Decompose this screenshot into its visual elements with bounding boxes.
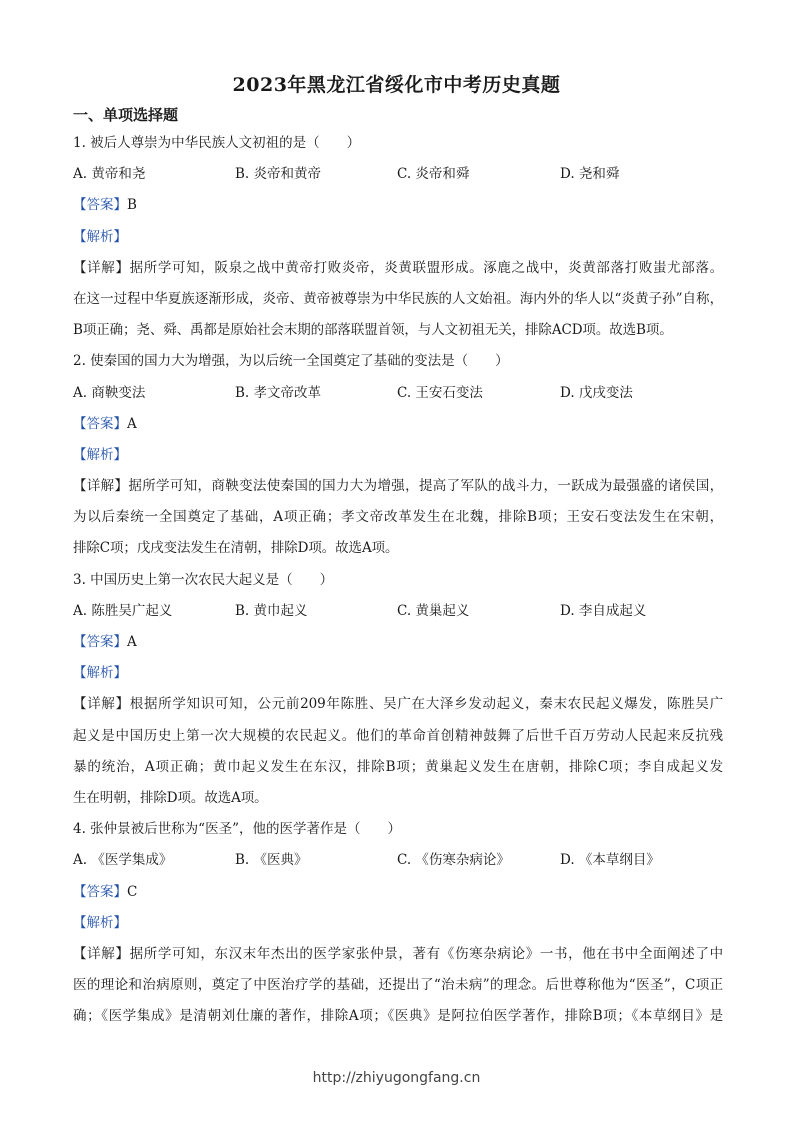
answer-label: 【答案】 bbox=[73, 634, 127, 650]
option-b: B. 《医典》 bbox=[235, 852, 308, 869]
option-c: C. 黄巢起义 bbox=[397, 602, 470, 619]
detail-line: 暴的统治，A项正确；黄巾起义发生在东汉，排除B项；黄巢起义发生在唐朝，排除C项；李自成起义发 bbox=[73, 758, 723, 775]
option-c: C. 王安石变法 bbox=[397, 384, 483, 401]
option-c: C. 炎帝和舜 bbox=[397, 166, 470, 183]
detail-line: 为以后秦统一全国奠定了基础，A项正确；孝文帝改革发生在北魏，排除B项；王安石变法发生在宋朝， bbox=[73, 509, 723, 526]
option-b: B. 炎帝和黄帝 bbox=[235, 166, 322, 183]
question-stem: 3. 中国历史上第一次农民大起义是（ ） bbox=[73, 571, 334, 588]
footer-url: http://zhiyugongfang.cn bbox=[312, 1070, 481, 1086]
option-d: D. 戊戌变法 bbox=[560, 384, 633, 401]
option-c: C. 《伤寒杂病论》 bbox=[397, 852, 510, 869]
option-d: D. 《本草纲目》 bbox=[560, 852, 660, 869]
question-list bbox=[73, 128, 723, 1032]
answer-line bbox=[73, 190, 723, 221]
analysis-label: 【解析】 bbox=[73, 914, 127, 931]
answer-label: 【答案】 bbox=[73, 197, 127, 214]
option-d: D. 李自成起义 bbox=[560, 602, 647, 619]
detail-line: 【详解】据所学可知，阪泉之战中黄帝打败炎帝，炎黄联盟形成。涿鹿之战中，炎黄部落打败蚩尤部落。 bbox=[73, 259, 723, 276]
question-stem: 2. 使秦国的国力大为增强，为以后统一全国奠定了基础的变法是（ ） bbox=[73, 353, 509, 370]
answer-label: 【答案】 bbox=[73, 883, 127, 900]
detail-line: 生在明朝，排除D项。故选A项。 bbox=[73, 789, 268, 806]
detail-line: 在这一过程中华夏族逐渐形成，炎帝、黄帝被尊崇为中华民族的人文始祖。海内外的华人以“炎黄子孙”自称， bbox=[73, 290, 723, 307]
detail-line: 医的理论和治病原则，奠定了中医治疗学的基础，还提出了“治未病”的理念。后世尊称他为“医圣”，C项正 bbox=[73, 977, 723, 994]
detail-line: 【详解】据所学可知，商鞅变法使秦国的国力大为增强，提高了军队的战斗力，一跃成为最强盛的诸侯国， bbox=[73, 478, 723, 495]
question-options bbox=[73, 159, 723, 190]
option-a: A. 《医学集成》 bbox=[73, 852, 173, 869]
answer-value: A bbox=[127, 415, 137, 432]
option-a: A. 黄帝和尧 bbox=[73, 166, 146, 183]
detail-line: 【详解】根据所学知识可知，公元前209年陈胜、吴广在大泽乡发动起义，秦末农民起义爆发，陈胜吴广 bbox=[73, 696, 723, 713]
question-options bbox=[73, 845, 723, 876]
answer-label: 【答案】 bbox=[73, 415, 127, 432]
answer-value: C bbox=[127, 883, 138, 900]
detail-line: 确；《医学集成》是清朝刘仕廉的著作，排除A项；《医典》是阿拉伯医学著作，排除B项；《本草纲目》是 bbox=[73, 1008, 723, 1025]
answer-value: A bbox=[127, 634, 137, 650]
option-a: A. 商鞅变法 bbox=[73, 384, 146, 401]
answer-line bbox=[73, 877, 723, 908]
analysis-label: 【解析】 bbox=[73, 228, 127, 245]
analysis-label: 【解析】 bbox=[73, 446, 127, 463]
detail-line: 起义是中国历史上第一次大规模的农民起义。他们的革命首创精神鼓舞了后世千百万劳动人民起来反抗残 bbox=[73, 727, 723, 744]
question-options bbox=[73, 378, 723, 409]
detail-line: 排除C项；戊戌变法发生在清朝，排除D项。故选A项。 bbox=[73, 540, 399, 557]
question-stem: 1. 被后人尊崇为中华民族人文初祖的是（ ） bbox=[73, 135, 361, 151]
page-title: 2023年黑龙江省绥化市中考历史真题 bbox=[232, 74, 561, 96]
answer-line bbox=[73, 627, 723, 658]
option-b: B. 孝文帝改革 bbox=[235, 384, 322, 401]
option-a: A. 陈胜吴广起义 bbox=[73, 602, 173, 619]
question-options bbox=[73, 596, 723, 627]
question-stem: 4. 张仲景被后世称为“医圣”，他的医学著作是（ ） bbox=[73, 821, 401, 838]
section-heading: 一、单项选择题 bbox=[73, 106, 179, 124]
option-b: B. 黄巾起义 bbox=[235, 602, 308, 619]
detail-line: B项正确；尧、舜、禹都是原始社会末期的部落联盟首领，与人文初祖无关，排除ACD项。故选B项。 bbox=[73, 322, 673, 339]
answer-line bbox=[73, 409, 723, 440]
option-d: D. 尧和舜 bbox=[560, 166, 620, 183]
detail-line: 【详解】据所学可知，东汉末年杰出的医学家张仲景，著有《伤寒杂病论》一书，他在书中全面阐述了中 bbox=[73, 945, 723, 962]
answer-value: B bbox=[127, 197, 137, 214]
analysis-label: 【解析】 bbox=[73, 665, 127, 682]
